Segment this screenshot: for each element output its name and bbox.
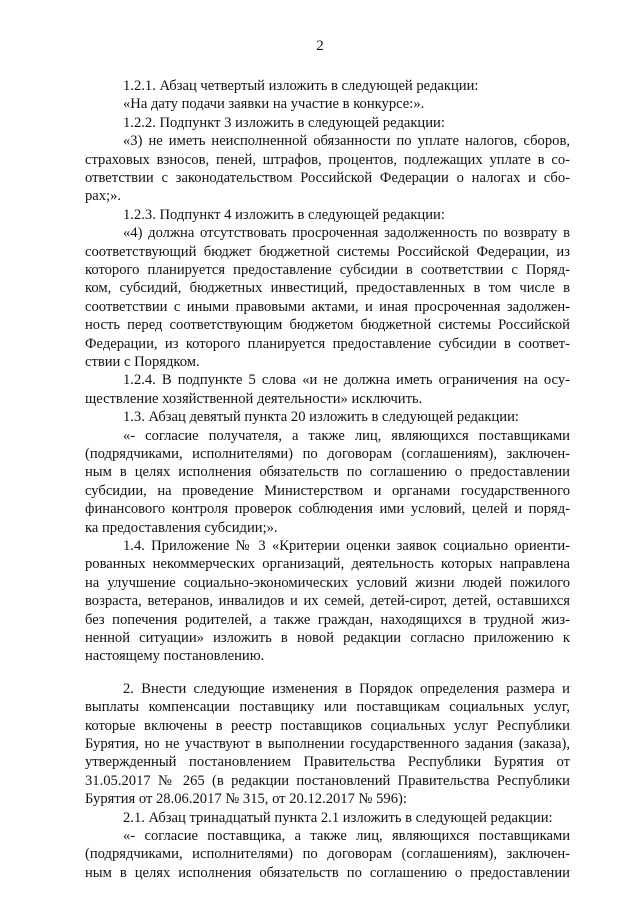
text-line: (подрядчиками, исполнителями) по договорам (соглашениям), заключен- <box>85 846 570 863</box>
text-line: Бурятия, но не участвуют в выполнении государственного задания (заказа), <box>85 736 570 752</box>
text-line: рах;». <box>85 188 122 205</box>
text-line: 31.05.2017 № 265 (в редакции постановлений Правительства Республики <box>85 772 570 789</box>
text-line: которые включены в реестр поставщиков социальных услуг Республики <box>85 717 570 734</box>
text-line: ответствии с законодательством Российской Федерации о налогах и сбо- <box>85 170 570 186</box>
text-line: ком, субсидий, бюджетных инвестиций, предоставленных в том числе в <box>85 280 570 297</box>
text-line: 1.2.4. В подпункте 5 слова «и не должна иметь ограничения на осу- <box>123 372 570 389</box>
text-line: 1.3. Абзац девятый пункта 20 изложить в следующей редакции: <box>123 409 519 426</box>
text-line: 1.2.3. Подпункт 4 изложить в следующей редакции: <box>123 206 445 223</box>
text-line: 1.2.2. Подпункт 3 изложить в следующей редакции: <box>123 114 445 131</box>
text-line: утвержденный постановлением Правительства Республики Бурятия от <box>85 754 570 771</box>
text-line: ществление хозяйственной деятельности» исключить. <box>85 390 423 407</box>
text-line: выплаты компенсации поставщику или поставщикам социальных услуг, <box>85 699 570 716</box>
text-line: на улучшение социально-экономических условий жизни людей пожилого <box>85 574 570 591</box>
text-line: «3) не иметь неисполненной обязанности по уплате налогов, сборов, <box>123 133 570 150</box>
text-line: «- согласие поставщика, а также лиц, являющихся поставщиками <box>123 828 570 844</box>
text-line: возраста, ветеранов, инвалидов и их семей, детей-сирот, детей, оставшихся <box>85 593 570 610</box>
text-line: без попечения родителей, а также граждан, находящихся в трудной жиз- <box>85 611 570 628</box>
page-number: 2 <box>316 38 324 54</box>
text-line: ненной ситуации» изложить в новой редакции согласно приложению к <box>85 630 570 646</box>
text-line: субсидии, на проведение Министерством и органами государственного <box>85 482 570 499</box>
text-line: рованных некоммерческих организаций, деятельность которых направлена <box>85 556 570 573</box>
text-line: ствии с Порядком. <box>85 354 200 370</box>
text-line: страховых взносов, пеней, штрафов, процентов, подлежащих уплате в со- <box>85 151 570 168</box>
text-line: Бурятия от 28.06.2017 № 315, от 20.12.2017 № 596): <box>85 791 407 808</box>
text-line: 1.4. Приложение № 3 «Критерии оценки заявок социально ориенти- <box>123 538 570 554</box>
text-line: настоящему постановлению. <box>85 648 265 665</box>
text-line: финансового контроля проверок соблюдения ими условий, целей и поряд- <box>85 501 570 518</box>
text-line: 2.1. Абзац тринадцатый пункта 2.1 изложить в следующей редакции: <box>123 809 553 826</box>
text-line: 1.2.1. Абзац четвертый изложить в следующей редакции: <box>123 78 479 94</box>
text-line: ным в целях исполнения обязательств по соглашению о предоставлении <box>85 464 570 481</box>
text-line: «На дату подачи заявки на участие в конкурсе:». <box>123 96 425 113</box>
text-line: 2. Внести следующие изменения в Порядок определения размера и <box>123 680 570 697</box>
text-line: «4) должна отсутствовать просроченная задолженность по возврату в <box>123 225 570 242</box>
text-line: которого планируется предоставление субсидии в соответствии с Поряд- <box>85 262 570 278</box>
text-line: ка предоставления субсидии;». <box>85 519 278 536</box>
text-line: «- согласие получателя, а также лиц, являющихся поставщиками <box>123 427 570 444</box>
text-line: Федерации, из которого планируется предоставление субсидии в соответ- <box>85 335 570 352</box>
text-line: (подрядчиками, исполнителями) по договорам (соглашениям), заключен- <box>85 446 570 462</box>
text-line: ным в целях исполнения обязательств по соглашению о предоставлении <box>85 864 570 881</box>
text-line: ность перед соответствующим бюджетом бюджетной системы Российской <box>85 317 570 334</box>
text-line: соответствии с иными правовыми актами, и иная просроченная задолжен- <box>85 298 570 315</box>
text-line: соответствующий бюджет бюджетной системы Российской Федерации, из <box>85 243 570 260</box>
